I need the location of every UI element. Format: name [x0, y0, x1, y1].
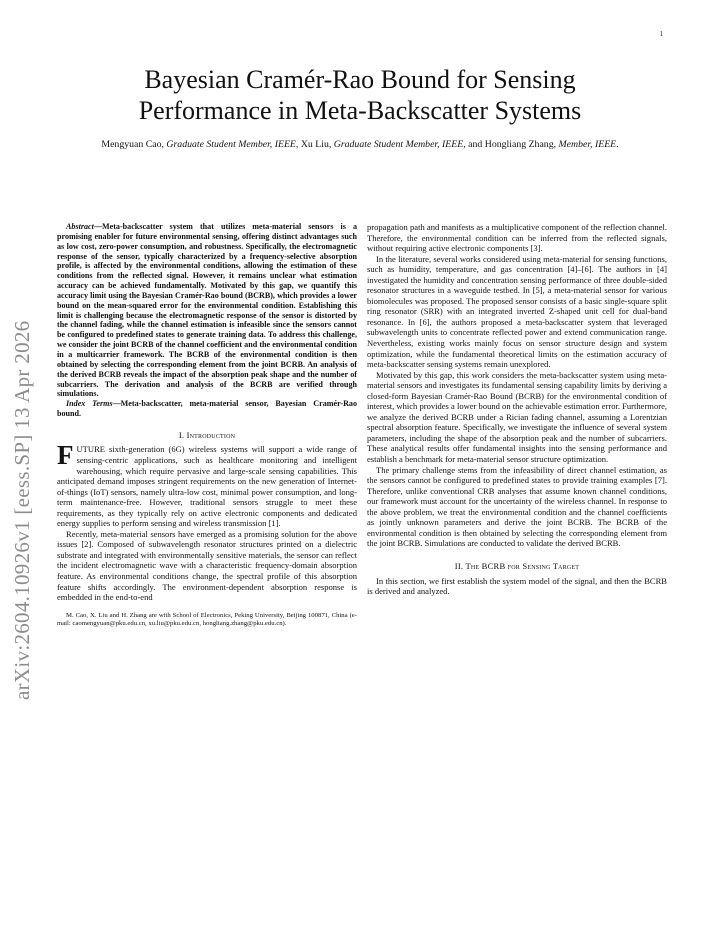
intro-paragraph-5: The primary challenge stems from the infeasibility of direct channel estimation, as the sensors cannot be configured to predefined states to provide training examples [7]. Therefore, unlike conventional CRB analyses that assume known channel conditions, our framework must account for the uncertainty of the wireless channel. In response to the above problem, we treat the environmental condition and the channel coefficients as jointly unknown parameters and derive the joint BCRB. The BCRB of the environmental condition is then obtained by selecting the corresponding element from the joint BCRB. Simulations are conducted to validate the derived BCRB.	[367, 464, 667, 549]
drop-cap: F	[57, 440, 74, 471]
author-3-role: Member, IEEE	[558, 139, 617, 150]
intro-paragraph-2-continued: propagation path and manifests as a multiplicative component of the reflection channel. Therefore, the environmental condition can be inferred from the reflected signals, without requiring active electronic components [3].	[367, 222, 667, 254]
author-2-role: Graduate Student Member, IEEE	[333, 139, 464, 150]
abstract-text: —Meta-backscatter system that utilizes meta-material sensors is a promising enabler for future environmental sensing, offering distinct advantages such as low cost, zero-power consumption, and robustness. Specifically, the electromagnetic response of the sensor, typically characterized by a frequency-selective absorption profile, is affected by the environmental conditions, allowing the estimation of these conditions from the reflected signal. However, it remains unclear what estimation accuracy can be achieved fundamentally. Motivated by this gap, we quantify this accuracy limit using the Bayesian Cramér-Rao bound (BCRB), which provides a lower bound on the mean-squared error for the environmental condition. Establishing this limit is challenging because the electromagnetic response of the sensor is distorted by the channel fading, while the channel estimation is infeasible since the sensors cannot be configured to predefined states to generate training data. To address this challenge, we consider the joint BCRB of the channel coefficient and the environmental condition in a multicarrier framework. The BCRB of the environmental condition is then obtained by selecting the corresponding element from the joint BCRB. An analysis of the derived BCRB reveals the impact of the absorption peak shape and the number of subcarriers. The derivation and analysis of the BCRB are verified through simulations.	[57, 222, 357, 399]
arxiv-identifier[interactable]: arXiv:2604.10926v1 [eess.SP] 13 Apr 2026	[10, 320, 34, 700]
section-2-heading: II. The BCRB for Sensing Target	[454, 560, 580, 571]
author-list-end: .	[616, 139, 619, 150]
author-list	[70, 138, 650, 151]
index-terms	[57, 399, 357, 419]
index-terms-text: —Meta-backscatter, meta-material sensor, Bayesian Cramér-Rao bound.	[57, 399, 358, 419]
author-1: Mengyuan Cao,	[101, 139, 167, 150]
author-3: , and Hongliang Zhang,	[463, 139, 559, 150]
section-1-heading: I. Introduction	[178, 429, 236, 440]
page-number: 1	[659, 30, 663, 38]
intro-paragraph-4: Motivated by this gap, this work considers the meta-backscatter system using meta-material sensors and investigates its fundamental sensing capability limits by deriving a closed-form Bayesian Cramér-Rao Bound (BCRB) for the environmental condition of interest, which provides a lower bound on the achievable estimation error. Furthermore, we analyze the derived BCRB under a Rician fading channel, assuming a Lorentzian spectral absorption feature. Specifically, we investigate the influence of several system parameters, including the shape of the absorption peak and the number of subcarriers. These analytical results offer fundamental insights into the sensing performance and establish a benchmark for meta-material sensor structure optimization.	[367, 369, 668, 465]
author-1-role: Graduate Student Member, IEEE	[166, 139, 296, 150]
section-2-paragraph-1: In this section, we first establish the system model of the signal, and then the BCRB is derived and analyzed.	[367, 575, 667, 597]
intro-paragraph-2: Recently, meta-material sensors have emerged as a promising solution for the above issues [2]. Composed of subwavelength resonator structures printed on a dielectric substrate and integrated with environmentally sensitive materials, the sensor can reflect the incident electromagnetic wave with a characteristic frequency-domain absorption feature. As environmental conditions change, the spectral profile of this absorption feature shifts accordingly. The environment-dependent absorption response is embedded in the end-to-end	[57, 528, 357, 603]
left-column	[57, 222, 357, 628]
intro-paragraph-1	[57, 440, 357, 529]
author-2: , Xu Liu,	[295, 139, 334, 150]
intro-paragraph-1-text: UTURE sixth-generation (6G) wireless systems will support a wide range of sensing-centric applications, such as healthcare monitoring and intelligent warehousing, which require pervasive and large-scale sensing capabilities. This anticipated demand imposes stringent requirements on the new generation of Internet-of-things (IoT) sensors, namely ultra-low cost, minimal power consumption, and long-term maintenance-free. However, traditional sensors struggle to meet these requirements, as they typically rely on active electronic components and dedicated energy supplies to perform sensing and wireless transmission [1].	[57, 444, 357, 529]
abstract	[57, 222, 357, 399]
index-terms-label: Index Terms	[66, 399, 113, 409]
intro-paragraph-3: In the literature, several works considered using meta-material for sensing functions, such as humidity, temperature, and gas concentration [4]–[6]. The authors in [4] investigated the humidity and concentration sensing performance of three double-sided resonator structures in a waveguide testbed. In [5], a meta-material sensor for various biomolecules was proposed. The proposed sensor consists of a basic single-square split ring resonator (SRR) with an integrated inverted Z-shaped unit cell for dual-band resonance. In [6], the authors proposed a meta-backscatter system that leveraged subwavelength units to concentrate reflected power and extend communication range. Nevertheless, existing works mainly focus on sensor structure design and system optimization, while the fundamental theoretical limits on the estimation accuracy of meta-backscatter sensing systems remain unexplored.	[367, 253, 667, 370]
paper-title: Bayesian Cramér-Rao Bound for Sensing Performance in Meta-Backscatter Systems	[138, 65, 582, 125]
author-footnote: M. Cao, X. Liu and H. Zhang are with School of Electronics, Peking University, Beijing 100871, China (e-mail: caomengyuan@pku.edu.cn, xu.liu@pku.edu.cn, hongliang.zhang@pku.edu.cn).	[57, 611, 357, 627]
right-column	[367, 222, 667, 597]
abstract-label: Abstract	[66, 222, 94, 231]
